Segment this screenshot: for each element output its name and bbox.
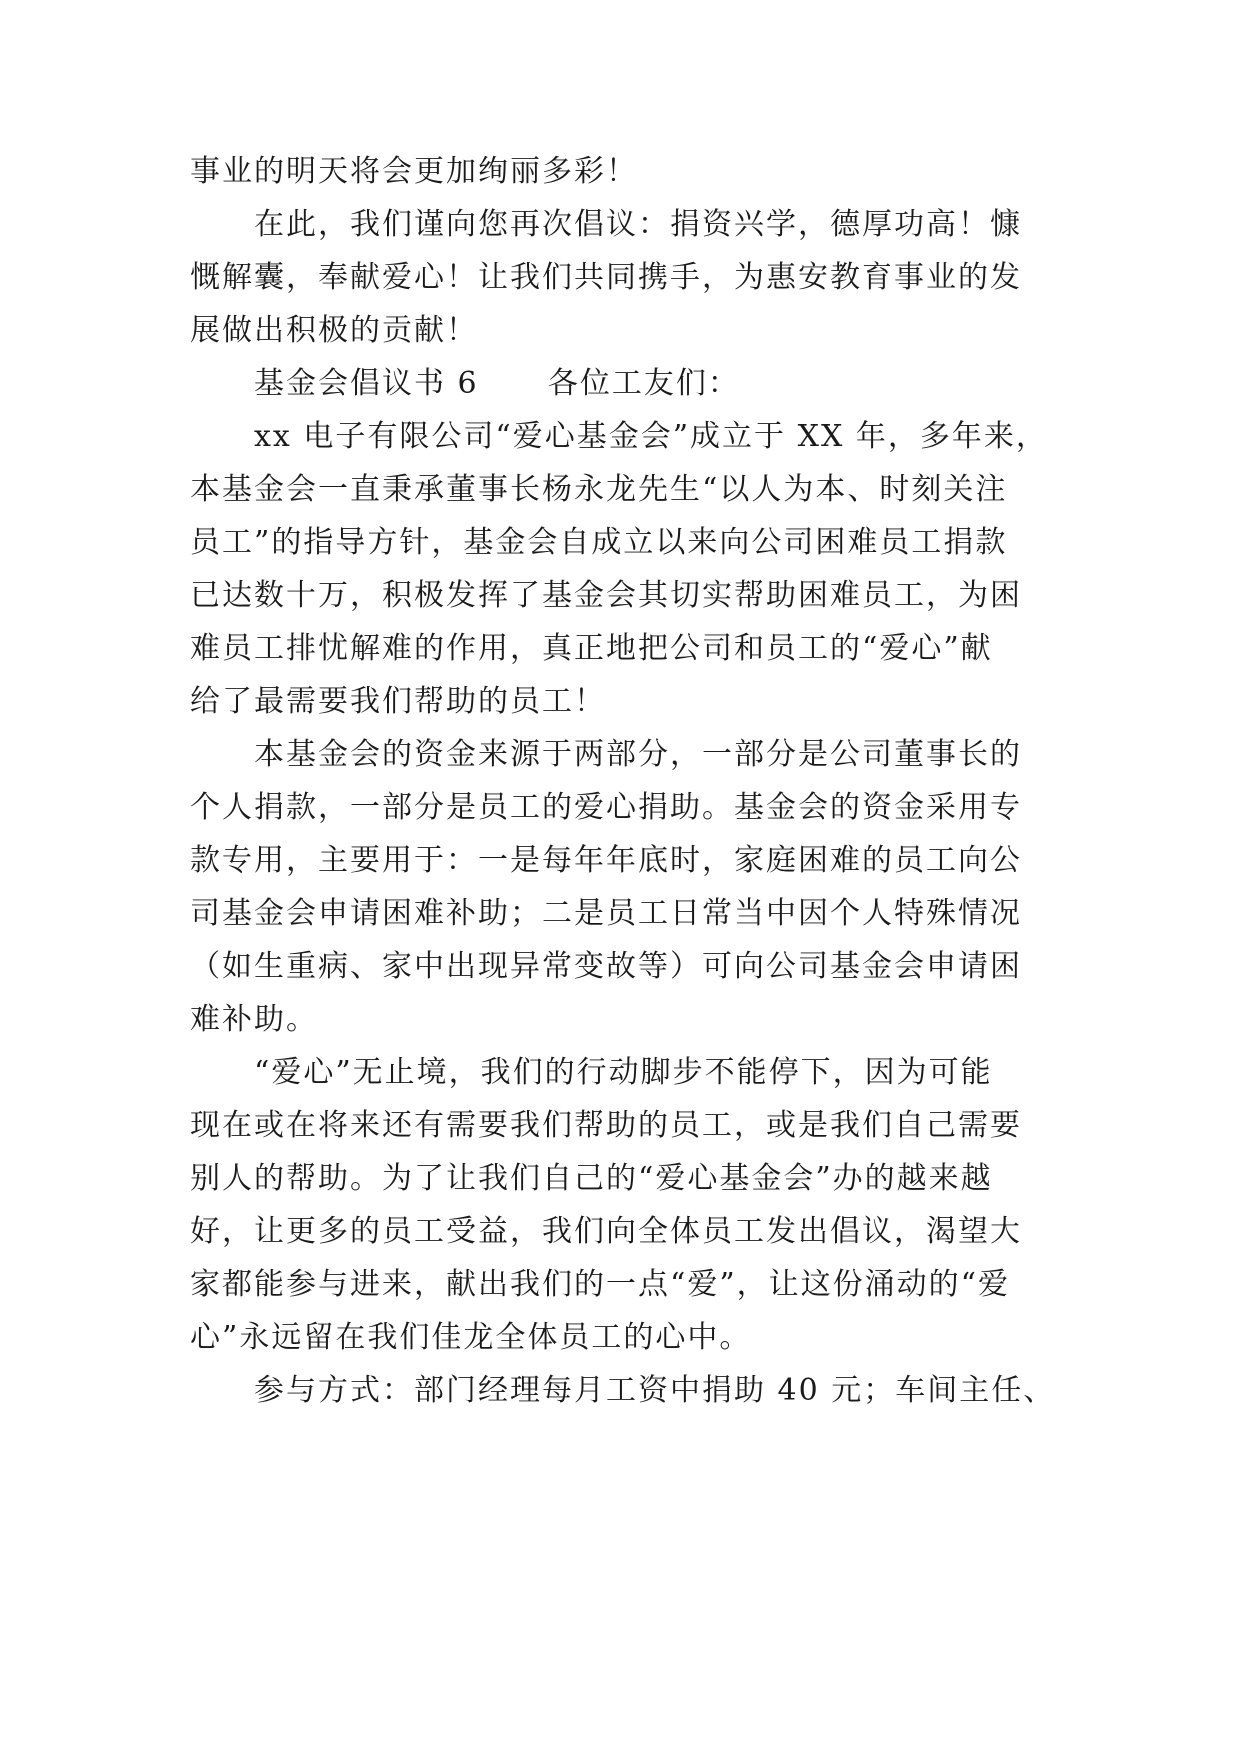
text-line: 难补助。 — [190, 1002, 318, 1037]
text-line: 难员工排忧解难的作用，真正地把公司和员工的“爱心”献 — [190, 631, 993, 666]
text-line: 员工”的指导方针，基金会自成立以来向公司困难员工捐款 — [190, 525, 1008, 560]
text-line: 本基金会一直秉承董事长杨永龙先生“以人为本、时刻关注 — [190, 472, 1008, 507]
text-line: 司基金会申请困难补助；二是员工日常当中因个人特殊情况 — [190, 896, 1022, 931]
text-line: 慨解囊，奉献爱心！让我们共同携手，为惠安教育事业的发 — [190, 260, 1022, 295]
text-line: 给了最需要我们帮助的员工！ — [190, 684, 606, 719]
text-line: 在此，我们谨向您再次倡议：捐资兴学，德厚功高！慷 — [254, 207, 1022, 242]
text-line: 款专用，主要用于：一是每年年底时，家庭困难的员工向公 — [190, 843, 1022, 878]
text-line: 事业的明天将会更加绚丽多彩！ — [190, 154, 638, 189]
text-line: 展做出积极的贡献！ — [190, 313, 478, 348]
text-line: 个人捐款，一部分是员工的爱心捐助。基金会的资金采用专 — [190, 790, 1022, 825]
text-line: 已达数十万，积极发挥了基金会其切实帮助困难员工，为困 — [190, 578, 1022, 613]
text-line: 本基金会的资金来源于两部分，一部分是公司董事长的 — [254, 737, 1022, 772]
text-line: xx 电子有限公司“爱心基金会”成立于 XX 年，多年来， — [254, 419, 1048, 454]
text-line: 心”永远留在我们佳龙全体员工的心中。 — [190, 1320, 752, 1355]
text-line: 别人的帮助。为了让我们自己的“爱心基金会”办的越来越 — [190, 1161, 993, 1196]
text-line: 好，让更多的员工受益，我们向全体员工发出倡议，渴望大 — [190, 1214, 1022, 1249]
text-line: 家都能参与进来，献出我们的一点“爱”，让这份涌动的“爱 — [190, 1267, 1011, 1302]
text-line: “爱心”无止境，我们的行动脚步不能停下，因为可能 — [254, 1055, 993, 1090]
text-line: 参与方式：部门经理每月工资中捐助 40 元；车间主任、 — [254, 1373, 1056, 1408]
text-line: 现在或在将来还有需要我们帮助的员工，或是我们自己需要 — [190, 1108, 1022, 1143]
text-line: 基金会倡议书 6 各位工友们： — [254, 366, 740, 401]
text-line: （如生重病、家中出现异常变故等）可向公司基金会申请困 — [190, 949, 1022, 984]
